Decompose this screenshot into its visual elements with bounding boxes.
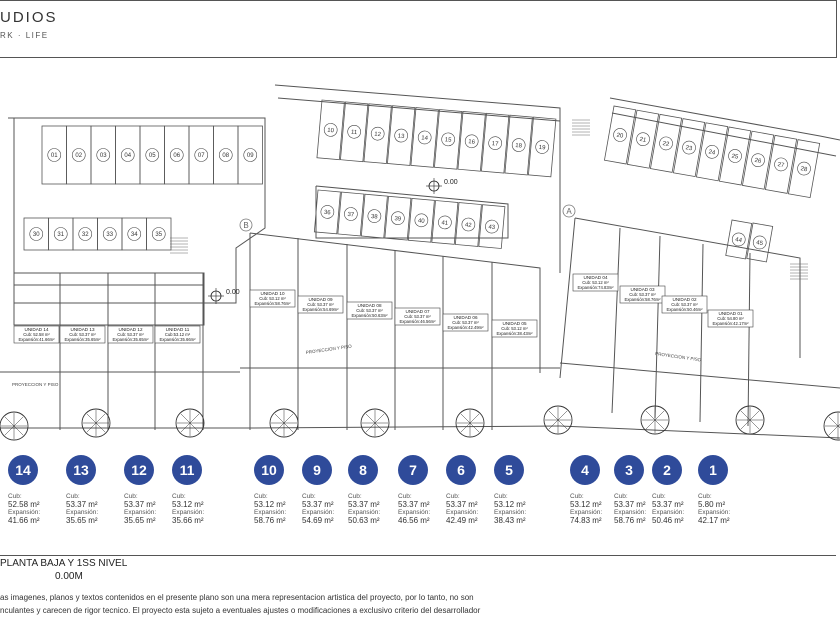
plan-unit-exp: Expansión:42.17m² [712, 321, 749, 326]
unit-cub-value: 5.80 m² [698, 500, 726, 509]
tree-branch [655, 411, 664, 420]
parking-number: 18 [514, 142, 523, 150]
parking-stall [458, 111, 485, 171]
tree-branch [558, 411, 567, 420]
parking-number: 45 [755, 240, 764, 248]
parking-number: 28 [800, 166, 808, 174]
unit-expansion-label: Expansión: [124, 509, 157, 516]
parking-number: 27 [777, 162, 785, 170]
property-line-label: PROYECCION Y PISO [305, 343, 353, 355]
tree-branch [558, 420, 567, 429]
parking-number: 34 [130, 232, 138, 239]
unit-number-badge: 6 [446, 455, 476, 485]
parking-stall [479, 205, 505, 249]
parking-number: 17 [491, 141, 499, 148]
tree-branch [461, 414, 470, 423]
parking-stall [24, 218, 49, 250]
tree-branch [461, 423, 470, 432]
plan-unit-cub: Cub: 54.80 m² [717, 316, 744, 321]
unit-cub-label: Cub: [398, 493, 412, 500]
tree-branch [275, 414, 284, 423]
plan-unit-cub: Cub: 53.37 m² [307, 302, 334, 307]
plan-unit-name: UNIDAD 14 [24, 327, 49, 332]
plan-unit-cub: Cub: 53.37 m² [356, 308, 383, 313]
tree-branch [14, 426, 23, 435]
unit-cub-value: 53.37 m² [66, 500, 98, 509]
unit-number-badge: 9 [302, 455, 332, 485]
parking-stall [67, 126, 92, 184]
plan-unit-name: UNIDAD 04 [583, 275, 608, 280]
unit-cub-label: Cub: [66, 493, 80, 500]
unit-expansion-value: 38.43 m² [494, 516, 526, 525]
unit-cub-label: Cub: [302, 493, 316, 500]
parking-number: 24 [708, 149, 716, 157]
unit-expansion-label: Expansión: [172, 509, 205, 516]
tree-branch [655, 420, 664, 429]
parking-stall [719, 127, 750, 185]
parking-number: 06 [173, 153, 181, 160]
parking-number: 37 [347, 211, 355, 219]
unit-number-badge: 10 [254, 455, 284, 485]
unit-cub-label: Cub: [124, 493, 138, 500]
plan-unit-exp: Expansión:50.46m² [666, 307, 703, 312]
plan-unit-name: UNIDAD 13 [70, 327, 95, 332]
parking-number: 30 [32, 232, 40, 239]
disclaimer-line-2: nculantes y carecen de rigor tecnico. El proyecto esta sujeto a eventuales ajustes o modificaciones a exclusivo criterio del desarrollador [0, 606, 481, 615]
parking-number: 44 [734, 237, 743, 245]
parking-stall [147, 218, 172, 250]
plan-unit-exp: Expansión:46.56m² [399, 319, 436, 324]
unit-expansion-value: 35.66 m² [172, 516, 204, 525]
unit-expansion-label: Expansión: [652, 509, 685, 516]
plan-unit-name: UNIDAD 01 [718, 311, 743, 316]
parking-stall [788, 140, 819, 198]
disclaimer [0, 591, 836, 617]
property-line-label: PROYECCION Y PISO [654, 351, 702, 363]
plan-unit-name: UNIDAD 11 [165, 327, 190, 332]
parking-stall [696, 123, 727, 181]
unit-cub-value: 53.12 m² [494, 500, 526, 509]
plan-unit-name: UNIDAD 12 [118, 327, 143, 332]
tree-branch [750, 411, 759, 420]
parking-stall [189, 126, 214, 184]
parking-number: 14 [420, 135, 429, 142]
tree-branch [14, 417, 23, 426]
plan-unit-cub: Cub: 53.12 m² [582, 280, 609, 285]
header-frame [0, 0, 837, 58]
unit-cub-label: Cub: [698, 493, 712, 500]
unit-expansion-value: 35.65 m² [66, 516, 98, 525]
parking-number: 11 [350, 129, 358, 137]
unit-cub-value: 53.37 m² [348, 500, 380, 509]
tree-branch [375, 414, 384, 423]
unit-expansion-value: 50.46 m² [652, 516, 684, 525]
unit-cub-label: Cub: [614, 493, 628, 500]
plan-unit-exp: Expansión:35.65m² [64, 337, 101, 342]
section-marker-b-label: B [243, 221, 249, 230]
tree-branch [366, 414, 375, 423]
unit-number-badge: 5 [494, 455, 524, 485]
parking-stall [140, 126, 165, 184]
parking-stall [408, 198, 434, 242]
level-marker-top-label: 0.00 [444, 179, 458, 186]
parking-stall [385, 196, 411, 240]
unit-expansion-value: 54.69 m² [302, 516, 334, 525]
unit-cub-value: 52.58 m² [8, 500, 40, 509]
brand-title: UDIOS [0, 9, 58, 26]
parking-number: 32 [81, 232, 89, 239]
parking-number: 42 [464, 222, 472, 229]
tree-branch [181, 414, 190, 423]
unit-expansion-value: 50.63 m² [348, 516, 380, 525]
unit-expansion-label: Expansión: [302, 509, 335, 516]
plan-unit-name: UNIDAD 07 [405, 309, 430, 314]
plan-unit-name: UNIDAD 06 [453, 315, 478, 320]
parking-number: 15 [444, 137, 452, 144]
unit-cub-label: Cub: [446, 493, 460, 500]
parking-number: 21 [639, 136, 647, 144]
plan-unit-exp: Expansión:58.76m² [624, 297, 661, 302]
parking-stall [214, 126, 239, 184]
unit-expansion-label: Expansión: [398, 509, 431, 516]
property-line-label: PROYECCION Y PISO [12, 382, 59, 387]
parking-stall [340, 102, 367, 162]
unit-card [494, 455, 554, 525]
unit-cub-label: Cub: [254, 493, 268, 500]
tree-branch [470, 423, 479, 432]
tree-branch [190, 414, 199, 423]
parking-stall [91, 126, 116, 184]
parking-number: 10 [326, 127, 335, 135]
parking-number: 19 [538, 144, 546, 152]
parking-number: 26 [754, 157, 762, 165]
footer-divider [0, 555, 836, 556]
parking-stall [528, 117, 555, 177]
floor-plan [0, 58, 840, 453]
plan-unit-cub: Cub: 52.58 m² [23, 332, 50, 337]
unit-expansion-value: 46.56 m² [398, 516, 430, 525]
unit-card [172, 455, 232, 525]
level-scale: 0.00M [55, 571, 83, 582]
level-marker-left-label: 0.00 [226, 289, 240, 296]
unit-cub-value: 53.12 m² [172, 500, 204, 509]
unit-cub-value: 53.37 m² [124, 500, 156, 509]
parking-number: 43 [488, 224, 496, 232]
unit-expansion-value: 41.66 m² [8, 516, 40, 525]
tree-branch [96, 414, 105, 423]
plan-unit-exp: Expansión:74.83m² [577, 285, 614, 290]
tree-branch [646, 411, 655, 420]
plan-unit-name: UNIDAD 03 [630, 287, 655, 292]
plan-unit-name: UNIDAD 09 [308, 297, 333, 302]
parking-number: 09 [246, 153, 254, 160]
parking-number: 02 [75, 153, 83, 160]
plan-unit-exp: Expansión:35.65m² [112, 337, 149, 342]
unit-expansion-value: 58.76 m² [614, 516, 646, 525]
parking-number: 20 [616, 132, 624, 140]
unit-cub-label: Cub: [494, 493, 508, 500]
plan-unit-cub: Cub: 53.37 m² [629, 292, 656, 297]
unit-expansion-value: 42.49 m² [446, 516, 478, 525]
unit-number-badge: 4 [570, 455, 600, 485]
parking-number: 13 [397, 133, 405, 141]
plan-unit-exp: Expansión:58.76m² [254, 301, 291, 306]
parking-number: 03 [99, 153, 107, 160]
tree-branch [87, 414, 96, 423]
plan-unit-name: UNIDAD 08 [357, 303, 382, 308]
unit-cub-label: Cub: [348, 493, 362, 500]
parking-stall [73, 218, 98, 250]
parking-number: 23 [685, 145, 693, 153]
parking-stall [122, 218, 147, 250]
parking-stall [314, 190, 340, 234]
plan-unit-exp: Expansión:38.43m² [496, 331, 533, 336]
unit-expansion-value: 35.65 m² [124, 516, 156, 525]
parking-number: 07 [197, 153, 205, 160]
unit-cub-value: 53.37 m² [614, 500, 646, 509]
parking-stall [42, 126, 67, 184]
tree-branch [829, 426, 838, 435]
plan-unit-cub: Cub: 53.37 m² [69, 332, 96, 337]
unit-expansion-label: Expansión: [494, 509, 527, 516]
unit-cub-label: Cub: [570, 493, 584, 500]
parking-stall [742, 131, 773, 189]
unit-expansion-label: Expansión: [66, 509, 99, 516]
plan-unit-cub: Cub: 53.37 m² [404, 314, 431, 319]
unit-summary [0, 455, 840, 555]
unit-number-badge: 7 [398, 455, 428, 485]
plan-unit-name: UNIDAD 02 [672, 297, 697, 302]
parking-number: 38 [370, 214, 378, 221]
tree-branch [284, 414, 293, 423]
plan-unit-exp: Expansión:50.63m² [351, 313, 388, 318]
unit-number-badge: 11 [172, 455, 202, 485]
tree-branch [5, 426, 14, 435]
parking-number: 12 [373, 131, 382, 139]
parking-stall [481, 113, 508, 173]
tree-branch [549, 420, 558, 429]
parking-number: 40 [417, 218, 425, 225]
parking-number: 05 [148, 153, 156, 160]
plan-unit-exp: Expansión:42.49m² [447, 325, 484, 330]
parking-stall [49, 218, 74, 250]
parking-stall [238, 126, 263, 184]
parking-number: 01 [50, 153, 58, 160]
parking-stall [434, 110, 461, 170]
unit-number-badge: 2 [652, 455, 682, 485]
parking-stall [165, 126, 190, 184]
unit-card [8, 455, 68, 525]
unit-expansion-label: Expansión: [348, 509, 381, 516]
tree-branch [5, 417, 14, 426]
disclaimer-line-1: as imagenes, planos y textos contenidos en el presente plano son una mera representacion artistica del proyecto, por lo tanto, no son [0, 593, 474, 602]
unit-number-badge: 8 [348, 455, 378, 485]
parking-number: 41 [441, 220, 449, 227]
section-marker-a-label: A [566, 207, 572, 216]
unit-number-badge: 13 [66, 455, 96, 485]
tree-branch [750, 420, 759, 429]
plan-unit-cub: Cub: 53.37 m² [117, 332, 144, 337]
parking-number: 22 [662, 141, 670, 149]
parking-stall [455, 203, 481, 247]
unit-cub-value: 53.12 m² [570, 500, 602, 509]
unit-expansion-label: Expansión: [570, 509, 603, 516]
unit-expansion-label: Expansión: [8, 509, 41, 516]
unit-cub-value: 53.37 m² [652, 500, 684, 509]
unit-number-badge: 1 [698, 455, 728, 485]
parking-number: 35 [155, 232, 163, 239]
plan-unit-cub: Cub:53.12 m² [164, 332, 191, 337]
plan-unit-cub: Cub: 53.12 m² [501, 326, 528, 331]
plan-unit-cub: Cub: 53.37 m² [452, 320, 479, 325]
parking-stall [411, 108, 438, 168]
plan-dynamic-layer [0, 100, 840, 440]
tree-branch [470, 414, 479, 423]
unit-cub-value: 53.37 m² [302, 500, 334, 509]
unit-card [66, 455, 126, 525]
plan-unit-name: UNIDAD 05 [502, 321, 527, 326]
plan-unit-exp: Expansión:54.69m² [302, 307, 339, 312]
unit-card [698, 455, 758, 525]
unit-cub-value: 53.37 m² [398, 500, 430, 509]
parking-stall [505, 115, 532, 175]
parking-stall [98, 218, 123, 250]
unit-expansion-value: 42.17 m² [698, 516, 730, 525]
tree-branch [549, 411, 558, 420]
plan-unit-cub: Cub: 53.12 m² [259, 296, 286, 301]
parking-stall [116, 126, 141, 184]
parking-number: 16 [467, 139, 476, 146]
parking-stall [338, 192, 364, 236]
tree-branch [741, 420, 750, 429]
unit-number-badge: 14 [8, 455, 38, 485]
unit-cub-label: Cub: [172, 493, 186, 500]
unit-expansion-value: 74.83 m² [570, 516, 602, 525]
tree-branch [646, 420, 655, 429]
parking-number: 33 [106, 232, 114, 239]
unit-expansion-label: Expansión: [446, 509, 479, 516]
parking-stall [765, 135, 796, 193]
parking-stall [317, 100, 344, 160]
unit-number-badge: 12 [124, 455, 154, 485]
parking-stall [364, 104, 391, 164]
tree-branch [829, 417, 838, 426]
plan-unit-cub: Cub: 53.37 m² [671, 302, 698, 307]
unit-expansion-label: Expansión: [614, 509, 647, 516]
brand-subtitle: RK · LIFE [0, 31, 49, 40]
unit-cub-value: 53.37 m² [446, 500, 478, 509]
plan-unit-exp: Expansión:35.66m² [159, 337, 196, 342]
parking-number: 25 [731, 153, 739, 161]
parking-number: 36 [323, 209, 331, 217]
parking-stall [361, 194, 387, 238]
parking-number: 31 [57, 232, 65, 239]
unit-cub-label: Cub: [8, 493, 22, 500]
parking-number: 04 [124, 153, 132, 160]
parking-number: 39 [394, 216, 402, 223]
plan-unit-name: UNIDAD 10 [260, 291, 285, 296]
unit-cub-value: 53.12 m² [254, 500, 286, 509]
parking-stall [387, 106, 414, 166]
unit-expansion-label: Expansión: [698, 509, 731, 516]
unit-expansion-value: 58.76 m² [254, 516, 286, 525]
plan-unit-exp: Expansión:41.66m² [18, 337, 55, 342]
unit-cub-label: Cub: [652, 493, 666, 500]
parking-number: 08 [222, 153, 230, 160]
unit-expansion-label: Expansión: [254, 509, 287, 516]
level-title: PLANTA BAJA Y 1SS NIVEL [0, 558, 128, 569]
unit-number-badge: 3 [614, 455, 644, 485]
